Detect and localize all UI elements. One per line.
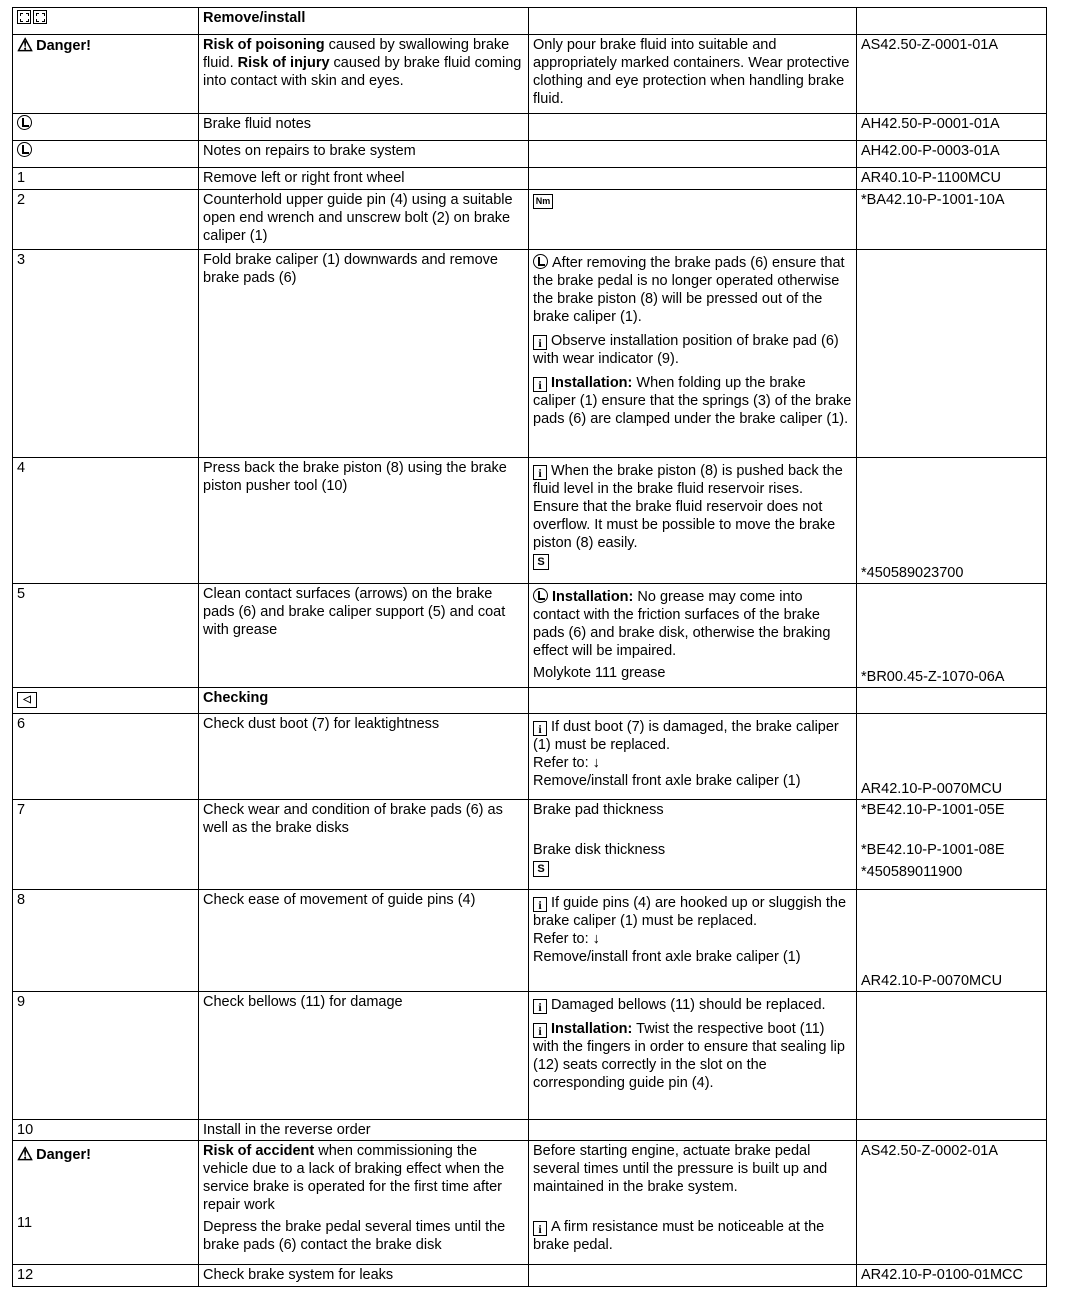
step-text: Check bellows (11) for damage [199, 992, 529, 1120]
step-ref: *BA42.10-P-1001-10A [857, 190, 1047, 250]
step-ref: *BE42.10-P-1001-08E [861, 842, 1005, 858]
step-ref: AR42.10-P-0100-01MCC [857, 1265, 1047, 1287]
reference-link[interactable]: Remove/install front axle brake caliper (1) [533, 949, 801, 965]
info-icon: i [533, 721, 547, 736]
section-title-remove-install: Remove/install [203, 10, 306, 26]
repair-procedure-table: Remove/install ⚠ Danger! Risk of poisoning caused by swallowing brake fluid. Risk of injury caused by brake fluid coming into contact with skin and eyes. Only pour brake fluid into suitable and appropriately marked containers. Wear protective clothing and eye protection when handling brake fluid. AS42.50-Z-0001-01A Brake fluid notes AH42.50-P-0001-01A Notes on repairs to brake system AH42.00-P-0003-01A 1 Remove left or right front wheel AR40.10-P-1100MCU 2 Counterhold upper guide pin (4) using a suitable open end wrench and unscrew bolt (2) on brake caliper (1) Nm *BA42.10-P-1001-10A 3 Fold brake caliper (1) downwards and remove brake pads (6) After removing the brake pads (6) ensure that the brake pedal is no longer operated otherwise the brake piston (8) will be pressed out of the brake caliper (1). i Observe installation position of brake pad (6) with wear indicator (9). i Installation: When folding up the brake caliper (1) ensure that the springs (3) of the brake pads (6) are clamped under the brake caliper (1). 4 Press back the brake piston (8) using the brake piston pusher tool (10) i When the brake piston (8) is pushed back the fluid level in the brake fluid reservoir rises. Ensure that the brake fluid reservoir does not overflow. It must be possible to move the brake piston (8) easily. S *450589023700 5 Clean contact surfaces (arrows) on the brake pads (6) and brake caliper support (5) and coat with grease Installation: No grease may come into contact with the friction surfaces of the brake pads (6) and brake disk, otherwise the braking effect will be impaired. Molykote 111 grease *BR00.45-Z-1070-06A ◁ Checking 6 Check dust boot (7) for leaktightness i If dust boot (7) is damaged, the brake caliper (1) must be replaced. Refer to: ↓ Remove/install front axle brake caliper (1) AR42.10-P-0070MCU 7 Check wear and condition of brake pads (6) as well as the brake disks Brake pad thickness Brake disk thickness S *BE42.10-P-1001-05E *BE42.10-P-1001-08E *450589011900 8 Check ease of movement of guide pins (4) i If guide pins (4) are hooked up or sluggish the brake caliper (1) must be replaced. Refer to: ↓ Remove/install front axle brake caliper (1) AR42.10-P-0070MCU 9 Check bellows (11) for damage i Damaged bellows (11) should be replaced. i Installation: Twist the respective boot (11) with the fingers in order to ensure that sealing lip (12) seats correctly in the slot on the corresponding guide pin (4). 10 Install in the reverse order ⚠ Danger! 11 Risk of accident when commissioning the vehicle due to a lack of braking effect when the service brake is operated for the first time after repair work Depress the brake pedal several times until the brake pads (6) contact the brake disk Before starting engine, actuate brake pedal several times until the pressure is built up and maintained in the brake system. i A firm resistance must be noticeable at the brake pedal. AS42.50-Z-0002-01A 12 Check brake system for leaks AR42.10-P-0100-01MCC [12, 7, 1047, 1287]
step-number: 9 [13, 992, 199, 1120]
info-icon: i [533, 1221, 547, 1236]
step-text: Check ease of movement of guide pins (4) [199, 890, 529, 992]
danger-ref: AS42.50-Z-0002-01A [857, 1141, 1047, 1265]
danger-text: Risk of poisoning caused by swallowing brake fluid. Risk of injury caused by brake fluid coming into contact with skin and eyes. [199, 35, 529, 114]
step-text: Install in the reverse order [199, 1120, 529, 1141]
step-number: 8 [13, 890, 199, 992]
info-icon: i [533, 377, 547, 392]
danger-note: Before starting engine, actuate brake pedal several times until the pressure is built up and maintained in the brake system. [533, 1143, 828, 1195]
step-text: Fold brake caliper (1) downwards and remove brake pads (6) [199, 250, 529, 458]
step-note: Damaged bellows (11) should be replaced. [551, 997, 826, 1013]
step-ref: AH42.50-P-0001-01A [857, 114, 1047, 141]
step-ref: *BR00.45-Z-1070-06A [861, 669, 1005, 685]
step-text: Counterhold upper guide pin (4) using a suitable open end wrench and unscrew bolt (2) on brake caliper (1) [199, 190, 529, 250]
step-text: Clean contact surfaces (arrows) on the brake pads (6) and brake caliper support (5) and coat with grease [199, 584, 529, 688]
step-number: 12 [13, 1265, 199, 1287]
special-tool-icon: S [533, 861, 549, 877]
step-note: After removing the brake pads (6) ensure that the brake pedal is no longer operated otherwise the brake piston (8) will be pressed out of the brake caliper (1). [533, 255, 845, 325]
danger-text: Risk of accident when commissioning the vehicle due to a lack of braking effect when the service brake is operated for the first time after repair work [203, 1143, 505, 1213]
step-note: Twist the respective boot (11) with the fingers in order to ensure that sealing lip (12) seats correctly in the slot on the corresponding guide pin (4). [533, 1021, 845, 1091]
note-icon [17, 115, 32, 130]
note-icon [533, 254, 548, 269]
step-text: Brake fluid notes [199, 114, 529, 141]
note-icon [533, 588, 548, 603]
step-number: 7 [13, 800, 199, 890]
info-icon: i [533, 465, 547, 480]
info-icon: i [533, 897, 547, 912]
step-note: When folding up the brake caliper (1) ensure that the springs (3) of the brake pads (6) are clamped under the brake caliper (1). [533, 375, 852, 427]
info-icon: i [533, 335, 547, 350]
arrow-down-icon: ↓ [592, 931, 600, 947]
danger-label: ⚠ Danger! [13, 35, 199, 114]
reference-link[interactable]: Remove/install front axle brake caliper (1) [533, 773, 801, 789]
arrow-down-icon: ↓ [592, 755, 600, 771]
step-text: Press back the brake piston (8) using the brake piston pusher tool (10) [199, 458, 529, 584]
step-ref: AH42.00-P-0003-01A [857, 141, 1047, 168]
step-number: 4 [13, 458, 199, 584]
step-number: 10 [13, 1120, 199, 1141]
step-text: Check wear and condition of brake pads (6) as well as the brake disks [199, 800, 529, 890]
remove-install-icons [13, 8, 199, 35]
warning-icon: ⚠ [17, 35, 34, 55]
info-icon: i [533, 999, 547, 1014]
special-tool-icon: S [533, 554, 549, 570]
step-ref: AR40.10-P-1100MCU [857, 168, 1047, 190]
step-text: Remove left or right front wheel [199, 168, 529, 190]
step-note: If guide pins (4) are hooked up or sluggish the brake caliper (1) must be replaced. [533, 895, 847, 929]
step-text: Check brake system for leaks [199, 1265, 529, 1287]
torque-icon: Nm [533, 194, 553, 209]
step-note: A firm resistance must be noticeable at the brake pedal. [533, 1219, 825, 1253]
step-ref: *450589011900 [861, 864, 963, 880]
step-text: Check dust boot (7) for leaktightness [199, 714, 529, 800]
info-icon: i [533, 1023, 547, 1038]
step-note: No grease may come into contact with the friction surfaces of the brake pads (6) and brake disk, otherwise the braking effect will be impaired. [533, 589, 831, 659]
step-number: 5 [13, 584, 199, 688]
step-note: If dust boot (7) is damaged, the brake caliper (1) must be replaced. [533, 719, 839, 753]
step-text: Depress the brake pedal several times until the brake pads (6) contact the brake disk [203, 1219, 506, 1253]
step-text: Notes on repairs to brake system [199, 141, 529, 168]
step-number: 2 [13, 190, 199, 250]
step-number: 1 [13, 168, 199, 190]
step-note: Observe installation position of brake pad (6) with wear indicator (9). [533, 333, 839, 367]
checking-icon: ◁ [17, 692, 37, 708]
danger-ref: AS42.50-Z-0001-01A [857, 35, 1047, 114]
step-ref: *BE42.10-P-1001-05E [861, 802, 1005, 818]
step-ref: AR42.10-P-0070MCU [861, 781, 1003, 797]
grease-name: Molykote 111 grease [533, 665, 666, 681]
danger-label: Danger! [36, 1147, 91, 1163]
step-number: 6 [13, 714, 199, 800]
step-number: 3 [13, 250, 199, 458]
warning-icon: ⚠ [17, 1144, 34, 1164]
step-note: Brake disk thickness [533, 842, 666, 858]
step-ref: *450589023700 [861, 565, 964, 581]
step-note: Brake pad thickness [533, 802, 664, 818]
step-note: When the brake piston (8) is pushed back the fluid level in the brake fluid reservoir rises. Ensure that the brake fluid reservoir does not overflow. It must be possible to move the brake piston (8) easily. [533, 463, 843, 551]
note-icon [17, 142, 32, 157]
section-title-checking: Checking [203, 690, 269, 706]
step-ref: AR42.10-P-0070MCU [861, 973, 1003, 989]
danger-note: Only pour brake fluid into suitable and appropriately marked containers. Wear protective clothing and eye protection when handling brake fluid. [529, 35, 857, 114]
step-number: 11 [17, 1215, 33, 1231]
